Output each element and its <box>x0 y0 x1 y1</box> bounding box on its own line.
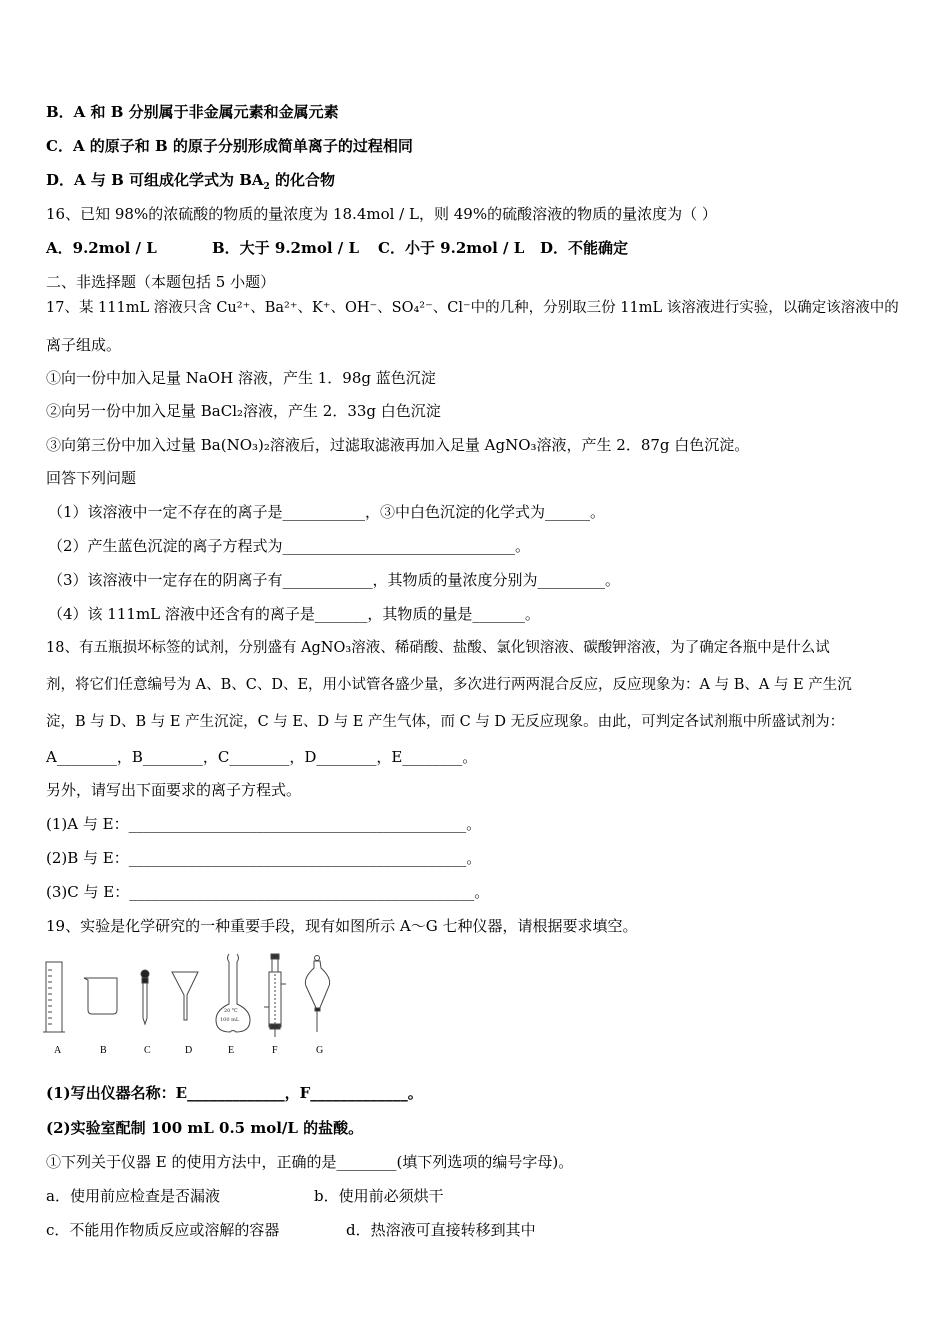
q17-question-2: （2）产生蓝色沉淀的离子方程式为_______________________________。 <box>48 537 531 555</box>
q16-option-b: B．大于 9.2mol / L <box>212 239 360 257</box>
figure-label-e: E <box>228 1045 235 1056</box>
q17-step-2: ②向另一份中加入足量 BaCl₂溶液，产生 2．33g 白色沉淀 <box>46 402 441 420</box>
q15-option-c: C．A 的原子和 B 的原子分别形成简单离子的过程相同 <box>46 137 413 155</box>
graduated-cylinder-icon <box>43 962 65 1032</box>
q18-stem-line1: 18、有五瓶损坏标签的试剂，分别盛有 AgNO₃溶液、稀硝酸、盐酸、氯化钡溶液、碳酸钾溶液，为了确定各瓶中是什么试 <box>46 640 830 656</box>
q15-option-b: B．A 和 B 分别属于非金属元素和金属元素 <box>46 103 339 121</box>
q17-prompt: 回答下列问题 <box>46 469 137 487</box>
section-heading: 二、非选择题（本题包括 5 小题） <box>46 273 276 291</box>
q19-option-a: a．使用前应检查是否漏液 <box>46 1187 220 1205</box>
apparatus-figure <box>40 950 360 1060</box>
beaker-icon <box>84 978 117 1014</box>
q17-stem-line1: 17、某 111mL 溶液只含 Cu²⁺、Ba²⁺、K⁺、OH⁻、SO₄²⁻、Cl⁻中的几种，分别取三份 11mL 该溶液进行实验，以确定该溶液中的 <box>46 300 899 316</box>
q19-stem: 19、实验是化学研究的一种重要手段，现有如图所示 A～G 七种仪器，请根据要求填空。 <box>46 917 638 935</box>
q18-prompt: 另外，请写出下面要求的离子方程式。 <box>46 781 302 799</box>
q18-stem-line3: 淀，B 与 D、B 与 E 产生沉淀，C 与 E、D 与 E 产生气体，而 C 与 D 无反应现象。由此，可判定各试剂瓶中所盛试剂为： <box>46 714 845 730</box>
q17-question-4: （4）该 111mL 溶液中还含有的离子是_______，其物质的量是_______。 <box>48 605 540 623</box>
figure-label-f: F <box>272 1045 278 1056</box>
separatory-funnel-icon <box>305 956 329 1033</box>
figure-label-g: G <box>316 1045 324 1056</box>
q19-options-row2 <box>46 1220 536 1240</box>
q17-step-1: ①向一份中加入足量 NaOH 溶液，产生 1．98g 蓝色沉淀 <box>46 369 436 387</box>
flask-text-1: 20 ℃ <box>224 1008 238 1014</box>
condenser-icon <box>264 954 286 1037</box>
q15-option-d-text: D．A 与 B 可组成化学式为 BA <box>46 171 264 189</box>
q18-question-3: (3)C 与 E：______________________________________________。 <box>46 883 490 901</box>
q19-question-1: (1)写出仪器名称：E_____________，F_____________。 <box>46 1084 423 1102</box>
q16-stem: 16、已知 98%的浓硫酸的物质的量浓度为 18.4mol / L，则 49%的硫酸溶液的物质的量浓度为（ ） <box>46 205 717 223</box>
q16-option-d: D．不能确定 <box>540 239 629 257</box>
figure-label-a: A <box>54 1045 62 1056</box>
q19-option-d: d．热溶液可直接转移到其中 <box>346 1221 536 1239</box>
q15-option-d-suffix: 的化合物 <box>269 171 336 189</box>
q15-option-d <box>46 170 335 190</box>
figure-label-d: D <box>185 1045 193 1056</box>
dropper-icon <box>141 970 149 1024</box>
q15-option-d-sub: 2 <box>263 182 270 192</box>
volumetric-flask-icon <box>216 954 250 1032</box>
q16-options <box>46 238 628 258</box>
q19-option-c: c．不能用作物质反应或溶解的容器 <box>46 1221 280 1239</box>
q17-step-3: ③向第三份中加入过量 Ba(NO₃)₂溶液后，过滤取滤液再加入足量 AgNO₃溶液，产生 2．87g 白色沉淀。 <box>46 436 750 454</box>
q18-stem-line2: 剂，将它们任意编号为 A、B、C、D、E，用小试管各盛少量，多次进行两两混合反应，反应现象为：A 与 B、A 与 E 产生沉 <box>46 677 852 693</box>
q19-question-2-1: ①下列关于仪器 E 的使用方法中，正确的是________(填下列选项的编号字母)。 <box>46 1153 574 1171</box>
q19-question-2: (2)实验室配制 100 mL 0.5 mol/L 的盐酸。 <box>46 1119 364 1137</box>
funnel-icon <box>172 972 198 1020</box>
q19-options-row1 <box>46 1186 444 1206</box>
q17-stem-line2: 离子组成。 <box>46 336 122 354</box>
q18-question-2: (2)B 与 E：_____________________________________________。 <box>46 849 482 867</box>
figure-label-b: B <box>100 1045 107 1056</box>
q17-question-1: （1）该溶液中一定不存在的离子是___________，③中白色沉淀的化学式为______。 <box>48 503 606 521</box>
q19-option-b: b．使用前必须烘干 <box>314 1187 444 1205</box>
q18-question-1: (1)A 与 E：_____________________________________________。 <box>46 815 482 833</box>
q16-option-c: C．小于 9.2mol / L <box>378 239 525 257</box>
q17-question-3: （3）该溶液中一定存在的阴离子有____________，其物质的量浓度分别为_________。 <box>48 571 621 589</box>
flask-text-2: 100 mL <box>220 1017 240 1023</box>
q18-blanks: A________，B________，C________，D________，E________。 <box>46 748 478 766</box>
q16-option-a: A．9.2mol / L <box>46 239 157 257</box>
figure-label-c: C <box>144 1045 151 1056</box>
